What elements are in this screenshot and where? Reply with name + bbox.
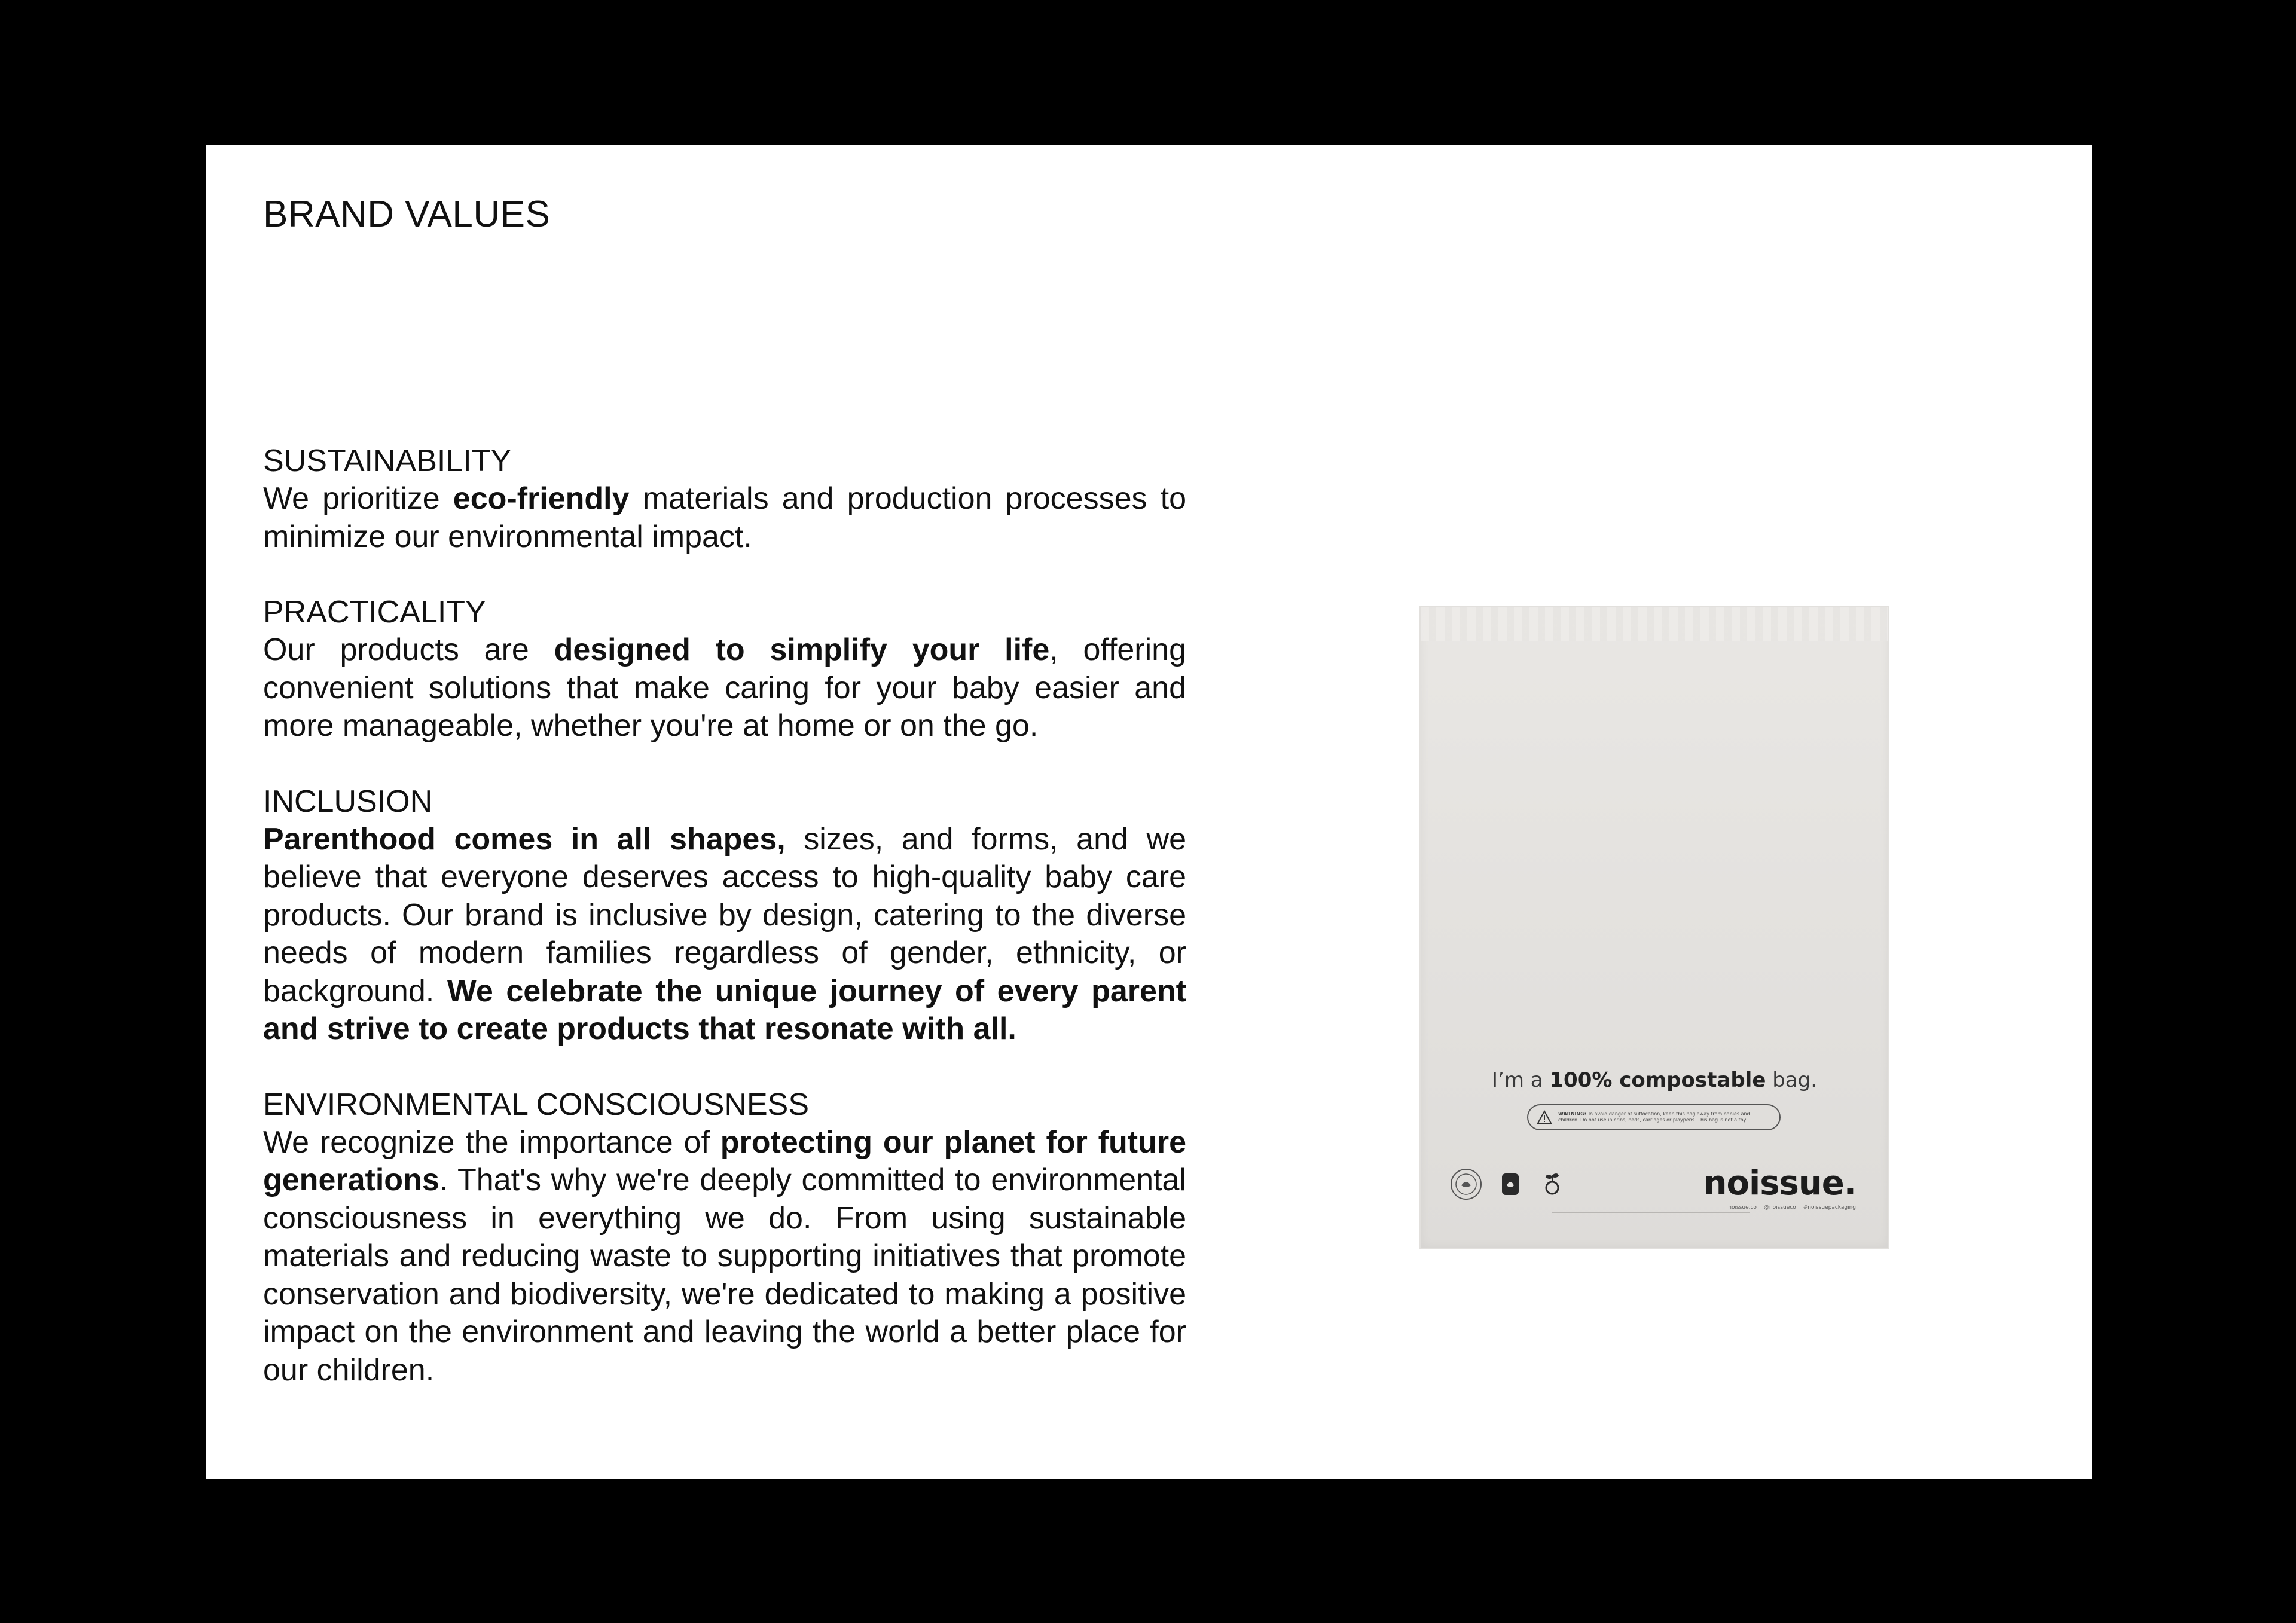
section-body [263, 1124, 1186, 1390]
brand-links: noissue.co @noissueco #noissuepackaging [1728, 1205, 1856, 1211]
emphasis-text: We celebrate the unique journey of every parent and strive to create products that resonate with all. [263, 973, 1186, 1046]
compost-home-icon [1494, 1167, 1527, 1201]
certification-seal-icon [1449, 1167, 1483, 1201]
bag-tagline: I’m a 100% compostable bag. [1491, 1068, 1818, 1092]
body-text: materials and production processes to minimize our environmental impact. [263, 481, 1187, 554]
section-body [263, 821, 1186, 1049]
warning-icon [1537, 1110, 1552, 1124]
compostable-bag-image [1419, 606, 1889, 1249]
bag-divider [1552, 1212, 1750, 1213]
section-body [263, 631, 1186, 745]
section-heading: PRACTICALITY [263, 595, 486, 629]
body-text: We recognize the importance of [263, 1124, 720, 1160]
body-text: . That's why we're deeply committed to environmental consciousness in everything we do. From using sustainable materials and reducing waste to supporting initiatives that promote conservation and biodiversity, we're dedicated to making a positive impact on the environment and leaving the world a better place for our children. [263, 1163, 1186, 1387]
warning-text: WARNING: To avoid danger of suffocation, keep this bag away from babies and children. Do not use in cribs, beds, carriages or playpens. This bag is not a toy. [1558, 1111, 1750, 1123]
value-section [263, 1086, 1186, 1390]
section-heading: SUSTAINABILITY [263, 444, 512, 478]
slide-page [206, 145, 2092, 1479]
bag-seal-strip [1421, 607, 1888, 641]
emphasis-text: Parenthood comes in all shapes, [263, 821, 786, 857]
noissue-logo: noissue. [1703, 1164, 1856, 1203]
body-text: sizes, and forms, and we believe that everyone deserves access to high-quality baby care products. Our brand is inclusive by design, catering to the diverse needs of modern families regardless of gender, ethnicity, or background. [263, 821, 1186, 1008]
body-text: We prioritize [263, 481, 453, 516]
emphasis-text: protecting our planet for future generations [263, 1124, 1187, 1197]
emphasis-text: eco-friendly [453, 481, 630, 516]
body-text: Our products are [263, 632, 554, 667]
emphasis-text: designed to simplify your life [554, 632, 1050, 667]
value-section [263, 594, 1186, 745]
value-section [263, 783, 1186, 1049]
page-title: BRAND VALUES [263, 194, 551, 235]
bag-warning-pill [1527, 1104, 1781, 1130]
value-section [263, 442, 1186, 556]
section-body [263, 480, 1186, 556]
section-heading: INCLUSION [263, 784, 433, 819]
section-heading: ENVIRONMENTAL CONSCIOUSNESS [263, 1087, 810, 1122]
body-text: , offering convenient solutions that make caring for your baby easier and more manageable, whether you're at home or on the go. [263, 632, 1186, 743]
brand-values-list [263, 442, 1186, 1427]
